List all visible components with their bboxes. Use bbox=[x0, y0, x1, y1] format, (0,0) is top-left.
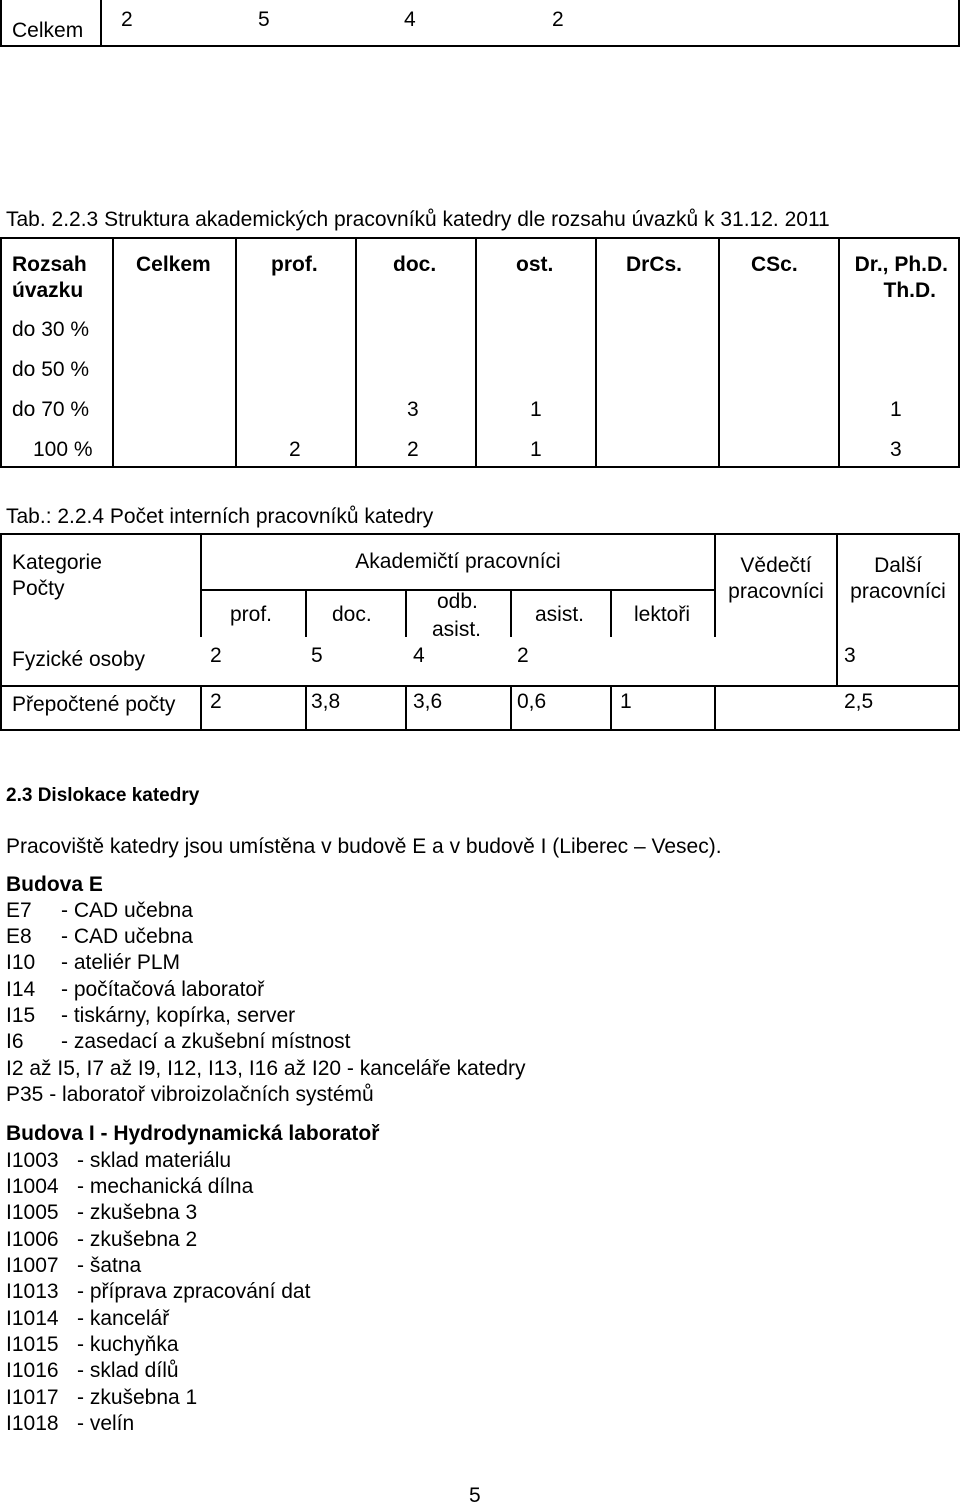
section-heading: 2.3 Dislokace katedry bbox=[6, 785, 200, 806]
room-code: I1014 bbox=[6, 1307, 59, 1330]
room-code: I1017 bbox=[6, 1386, 59, 1409]
room-code: I1015 bbox=[6, 1333, 59, 1356]
room-code: I1016 bbox=[6, 1359, 59, 1382]
tab2-fyzicke-label: Fyzické osoby bbox=[12, 648, 146, 671]
tab2-cell: 1 bbox=[620, 690, 632, 713]
room-code: I1018 bbox=[6, 1412, 59, 1435]
tab2-vedecti-pracovnici: pracovníci bbox=[728, 580, 824, 603]
room-desc: - zkušebna 3 bbox=[77, 1201, 198, 1224]
room-desc: - mechanická dílna bbox=[77, 1175, 254, 1198]
room-line: P35 - laboratoř vibroizolačních systémů bbox=[6, 1083, 374, 1106]
tab1-row-label: do 70 % bbox=[12, 398, 90, 421]
tab1-header-celkem: Celkem bbox=[136, 253, 211, 276]
room-code: I1006 bbox=[6, 1228, 59, 1251]
room-desc: - CAD učebna bbox=[61, 925, 193, 948]
tab2-vedecti: Vědečtí bbox=[740, 554, 812, 577]
room-line: I2 až I5, I7 až I9, I12, I13, I16 až I20 - kanceláře katedry bbox=[6, 1057, 526, 1080]
tab2-cell: 2 bbox=[517, 644, 529, 667]
tab2-cell: 3 bbox=[844, 644, 856, 667]
room-desc: - zasedací a zkušební místnost bbox=[61, 1030, 351, 1053]
budova-i-heading: Budova I - Hydrodynamická laboratoř bbox=[6, 1122, 380, 1145]
tab1-cell: 3 bbox=[890, 438, 902, 461]
tab2-sub-asist: asist. bbox=[535, 603, 585, 626]
tab2-cell: 4 bbox=[413, 644, 425, 667]
tab2-sub-doc: doc. bbox=[332, 603, 372, 626]
tab1-cell: 1 bbox=[530, 398, 542, 421]
top-row-label: Celkem bbox=[12, 19, 84, 42]
tab1-cell: 1 bbox=[890, 398, 902, 421]
tab2-cell: 2 bbox=[210, 644, 222, 667]
tab1-cell: 3 bbox=[407, 398, 419, 421]
budova-e-heading: Budova E bbox=[6, 873, 103, 896]
top-row-value: 5 bbox=[258, 8, 270, 31]
tab1-caption: Tab. 2.2.3 Struktura akademických pracovníků katedry dle rozsahu úvazků k 31.12. 2011 bbox=[6, 208, 830, 231]
room-desc: - CAD učebna bbox=[61, 899, 193, 922]
tab1-header-drphd: Dr., Ph.D. bbox=[854, 253, 948, 276]
tab2-cell: 5 bbox=[311, 644, 323, 667]
room-code: I1004 bbox=[6, 1175, 59, 1198]
tab1-header-prof: prof. bbox=[271, 253, 318, 276]
room-code: E7 bbox=[6, 899, 32, 922]
section-intro: Pracoviště katedry jsou umístěna v budově E a v budově I (Liberec – Vesec). bbox=[6, 835, 722, 858]
room-desc: - sklad materiálu bbox=[77, 1149, 232, 1172]
tab2-dalsi-pracovnici: pracovníci bbox=[850, 580, 946, 603]
tab2-caption: Tab.: 2.2.4 Počet interních pracovníků katedry bbox=[6, 505, 434, 528]
tab2-cell: 0,6 bbox=[517, 690, 547, 713]
tab2-prepoctene-label: Přepočtené počty bbox=[12, 693, 176, 716]
tab1-header-uvazku: úvazku bbox=[12, 279, 84, 302]
tab2-dalsi: Další bbox=[874, 554, 922, 577]
room-code: I1013 bbox=[6, 1280, 59, 1303]
room-desc: - sklad dílů bbox=[77, 1359, 179, 1382]
tab2-pocty: Počty bbox=[12, 577, 65, 600]
tab2-sub-odb: odb. bbox=[437, 590, 478, 613]
room-desc: - počítačová laboratoř bbox=[61, 978, 265, 1001]
top-row-value: 4 bbox=[404, 8, 416, 31]
tab2-cell: 2 bbox=[210, 690, 222, 713]
room-code: I1007 bbox=[6, 1254, 59, 1277]
tab1-row-label: do 30 % bbox=[12, 318, 90, 341]
room-desc: - ateliér PLM bbox=[61, 951, 181, 974]
tab2-akademicti: Akademičtí pracovníci bbox=[355, 550, 561, 573]
tab1-header-rozsah: Rozsah bbox=[12, 253, 87, 276]
tab1-header-doc: doc. bbox=[393, 253, 437, 276]
room-desc: - zkušebna 2 bbox=[77, 1228, 198, 1251]
room-desc: - kuchyňka bbox=[77, 1333, 179, 1356]
tab2-cell: 3,8 bbox=[311, 690, 341, 713]
room-desc: - příprava zpracování dat bbox=[77, 1280, 311, 1303]
room-desc: - velín bbox=[77, 1412, 135, 1435]
tab1-header-ost: ost. bbox=[516, 253, 554, 276]
room-code: I15 bbox=[6, 1004, 36, 1027]
tab1-row-label: do 50 % bbox=[12, 358, 90, 381]
room-code: I1003 bbox=[6, 1149, 59, 1172]
tab2-kategorie: Kategorie bbox=[12, 551, 102, 574]
room-code: I1005 bbox=[6, 1201, 59, 1224]
tab1-cell: 1 bbox=[530, 438, 542, 461]
room-desc: - zkušebna 1 bbox=[77, 1386, 198, 1409]
tab1-header-thd: Th.D. bbox=[883, 279, 936, 302]
room-desc: - kancelář bbox=[77, 1307, 170, 1330]
room-code: I14 bbox=[6, 978, 36, 1001]
top-row-value: 2 bbox=[121, 8, 133, 31]
room-desc: - tiskárny, kopírka, server bbox=[61, 1004, 296, 1027]
room-code: E8 bbox=[6, 925, 32, 948]
tab2-sub-prof: prof. bbox=[230, 603, 273, 626]
tab1-cell: 2 bbox=[407, 438, 419, 461]
tab2-cell: 3,6 bbox=[413, 690, 443, 713]
room-code: I10 bbox=[6, 951, 36, 974]
tab1-row-label: 100 % bbox=[33, 438, 93, 461]
tab2-sub-lektori: lektoři bbox=[634, 603, 691, 626]
tab1-header-csc: CSc. bbox=[751, 253, 798, 276]
room-desc: - šatna bbox=[77, 1254, 142, 1277]
tab2-cell: 2,5 bbox=[844, 690, 874, 713]
top-row-value: 2 bbox=[552, 8, 564, 31]
room-code: I6 bbox=[6, 1030, 24, 1053]
tab1-header-drcs: DrCs. bbox=[626, 253, 683, 276]
tab2-sub-odb-asist: asist. bbox=[432, 618, 482, 641]
tab1-cell: 2 bbox=[289, 438, 301, 461]
page-number: 5 bbox=[469, 1484, 481, 1507]
